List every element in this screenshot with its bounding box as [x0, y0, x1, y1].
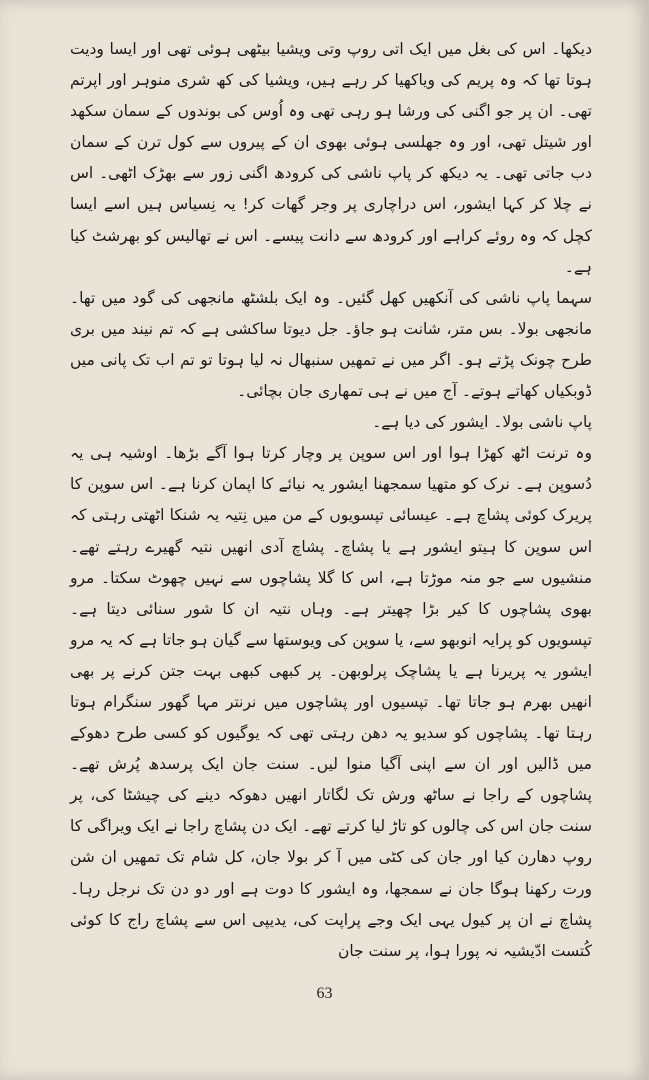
paragraph-3: پاپ ناشی بولا۔ ایشور کی دیا ہے۔ [372, 413, 592, 432]
paragraph-4: وہ ترنت اٹھ کھڑا ہوا اور اس سوپن پر وچار کرتا ہوا آگے بڑھا۔ اوشیہ ہی یہ دُسوپن ہے۔ نرک کو متھیا سمجھنا ایشور یہ نیائے کا اپمان کرنا ہے۔ اس سوپن کا پریرک کوئی پشاچ ہے۔ عیسائی تپسویوں کے من میں نِتیہ یہ شنکا اٹھتی رہتی کہ اس سوپن کا ہیتو ایشور ہے یا پشاچ۔ پشاچ آدی انھیں نتیہ گھیرے رہتے تھے۔ منشیوں سے جو منہ موڑتا ہے، اس کا گلا پشاچوں سے نہیں چھوٹ سکتا۔ مرو بھوی پشاچوں کا کیر بڑا چھیتر ہے۔ وہاں نتیہ ان کا شور سنائی دیتا ہے۔ تپسویوں کو پرایہ انوبھو سے، یا سوپن کی ویوستھا سے گیان ہو جاتا ہے کہ یہ مرو ایشور یہ پریرنا ہے یا پشاچک پرلوبھن۔ پر کبھی کبھی بہت جتن کرنے پر بھی انھیں بھرم ہو جاتا تھا۔ تپسیوں اور پشاچوں میں نرنتر مہا گھور سنگرام ہوتا رہتا تھا۔ پشاچوں کو سدیو یہ دھن رہتی تھی کہ یوگیوں کو کسی طرح دھوکے میں ڈالیں اور ان سے اپنی آگیا منوا لیں۔ سنت جان ایک پرسدھ پُرش تھے۔ پشاچوں کے راجا نے ساٹھ ورش تک لگاتار انھیں دھوکہ دینے کی چیشٹا کی، پر سنت جان اس کی چالوں کو تاڑ لیا کرتے تھے۔ ایک دن پشاچ راجا نے ایک ویراگی کا روپ دھارن کیا اور جان کی کٹی میں آ کر بولا جان، کل شام تک تمھیں ان شن ورت رکھنا ہوگا جان نے سمجھا، وہ ایشور کا دوت ہے اور دو دن تک نرجل رہا۔ پشاچ نے ان پر کیول یہی ایک وجے پراپت کی، یدیپی اس سے پشاچ راج کا کوئی کُتست ادّیشیہ نہ پورا ہوا، پر سنت جان [70, 444, 592, 960]
paragraph-1: دیکھا۔ اس کی بغل میں ایک اتی روپ وتی ویشیا بیٹھی ہوئی تھی اور ایسا ودیت ہوتا تھا کہ وہ پریم کی ویاکھیا کر رہے ہیں، ویشیا کی کھ شری منوہر اور اپرتم تھی۔ ان پر جو اگنی کی ورشا ہو رہی تھی وہ اُوس کی بوندوں کے سمان سکھد اور شیتل تھی، اور وہ جھلسی ہوئی بھوی ان کے پیروں سے کول ترن کے سمان دب جاتی تھی۔ یہ دیکھ کر پاپ ناشی کی کرودھ اگنی زور سے بھڑک اٹھی۔ اس نے چلا کر کہا ایشور، اس دراچاری پر وجر گھات کر! یہ نِسیاس ہیں اسے ایسا کچل کہ وہ روئے کراہے اور کرودھ سے دانت پیسے۔ اس نے تھالیس کو بھرشٹ کیا ہے۔ [70, 40, 592, 276]
paragraph-2: سہما پاپ ناشی کی آنکھیں کھل گئیں۔ وہ ایک بلشٹھ مانجھی کی گود میں تھا۔ مانجھی بولا۔ بس متر، شانت ہو جاؤ۔ جل دیوتا ساکشی ہے کہ تم نیند میں بری طرح چونک پڑتے ہو۔ اگر میں نے تمھیں سنبھال نہ لیا ہوتا تو تم اب تک پانی میں ڈوبکیاں کھاتے ہوتے۔ آج میں نے ہی تمھاری جان بچائی۔ [70, 288, 592, 401]
page-number: 63 [316, 985, 333, 1002]
body-text [70, 34, 592, 967]
